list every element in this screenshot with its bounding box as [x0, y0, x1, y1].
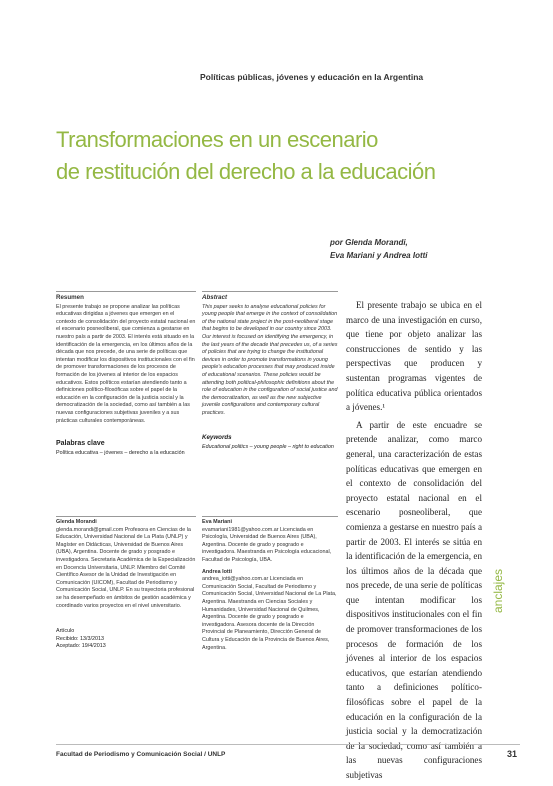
running-header: Políticas públicas, jóvenes y educación en la Argentina [200, 72, 424, 82]
divider [56, 516, 196, 517]
dates-label: Artículo [56, 628, 75, 634]
bio-name: Eva Mariani [202, 519, 232, 525]
title-line-2: de restitución del derecho a la educación [56, 159, 436, 184]
keywords-en-text: Educational politics – young people – right to education [202, 443, 334, 450]
keywords-en-block [202, 434, 338, 451]
authors-line-1: por Glenda Morandi, [330, 238, 408, 247]
bio-name: Andrea Iotti [202, 568, 232, 575]
article-title [56, 124, 516, 188]
page-number: 31 [507, 749, 518, 759]
abstract-block [202, 294, 338, 418]
bio-text: glenda.morandi@gmail.com Profesora en Ciencias de la Educación, Universidad Nacional de La Plata (UNLP) y Magíster en Didácticas, Universidad de Buenos Aires (UBA), Argentina. Docente de grado y posgrado e investigadora. Secretaria Académica de la Especialización en Docencia Universitaria, UNLP. Miembro del Comité Científico Asesor de la Unidad de Investigación en Comunicación (UICOM), Facultad de Periodismo y Comunicación Social, UNLP. En su trayectoria profesional se ha desempeñado en ámbitos de gestión académica y coordinado varios proyectos en el nivel universitario. [56, 526, 196, 609]
journal-side-tab [491, 560, 520, 630]
bio-mariani-iotti [202, 519, 338, 652]
resumen-heading: Resumen [56, 294, 84, 301]
bio-text: evamariani1981@yahoo.com.ar Licenciada en Psicología, Universidad de Buenos Aires (UBA), Argentina. Docente de grado y posgrado e investigadora. Maestranda en Psicología educacional, Facultad de Psicología, UBA. [202, 526, 332, 563]
footer-institution: Facultad de Periodismo y Comunicación Social / UNLP [56, 751, 226, 758]
keywords-es-text: Política educativa – jóvenes – derecho a la educación [56, 449, 185, 456]
footer-rule [56, 744, 520, 745]
divider [202, 516, 338, 517]
main-body-text [346, 298, 482, 786]
body-paragraph: A partir de este encuadre se pretende analizar, como marco general, una caracterización de estas políticas educativas que emergen en el contexto de consolidación del proyecto estatal nacional en el escenario posneoliberal, que comienza a gestarse en nuestro país a partir de 2003. El interés se sitúa en la identificación de la emergencia, en los últimos años de la década que nos precede, de una serie de políticas que intentan modificar los dispositivos institucionales con el fin de promover transformaciones de los procesos de formación de los jóvenes al interior de los espacios educativos, que estarían atendiendo tanto a definiciones político-filosóficas sobre el papel de la educación en la configuración de la justicia social y la democratización de la sociedad, como así también a las nuevas configuraciones subjetivas [346, 419, 482, 780]
keywords-es-block [56, 440, 196, 457]
body-paragraph: El presente trabajo se ubica en el marco de una investigación en curso, que tiene por objeto analizar las construcciones de sentido y las perspectivas que producen y sustentan programas vigentes de política educativa pública orientados a jóvenes.¹ [346, 300, 482, 413]
divider [202, 291, 338, 292]
keywords-en-heading: Keywords [202, 434, 232, 441]
bio-name: Glenda Morandi [56, 519, 97, 525]
date-received: Recibido: 13/3/2013 [56, 635, 104, 642]
bio-morandi [56, 519, 196, 610]
abstract-heading: Abstract [202, 294, 228, 301]
resumen-text: El presente trabajo se propone analizar las políticas educativas dirigidas a jóvenes que emergen en el contexto de consolidación del proyecto estatal nacional en el escenario posneoliberal, que comienza a gestarse en nuestro país a partir de 2003. El interés está situado en la identificación de la emergencia, en los últimos años de la década que nos precede, de una serie de políticas que intentan modificar los dispositivos institucionales con el fin de promover transformaciones de los procesos de formación de los jóvenes al interior de los espacios educativos. Estos políticos estarían atendiendo tanto a definiciones político-filosóficas sobre el papel de la educación en la configuración de la justicia social y la democratización de la sociedad, como así también a las nuevas configuraciones subjetivas juveniles y a sus prácticas culturales contemporáneas. [56, 303, 196, 424]
divider [56, 291, 196, 292]
article-dates [56, 628, 196, 651]
abstract-text: This paper seeks to analyse educational policies for young people that emerge in the context of consolidation of the national state project in the post-neoliberal stage that begins to be developed in our country since 2003. Our interest is focused on identifying the emergency, in the last years of the decade that precedes us, of a series of policies that are trying to change the institutional devices in order to promote transformations in young people's education processes that may produced inside of educational scenarios. These policies would be attending both political-philosophic definitions about the role of education in the configuration of social justice and the democratization, as well as the new subjective juvenile configurations and contemporary cultural practices. [202, 303, 338, 416]
resumen-block [56, 294, 196, 425]
authors [330, 236, 520, 262]
date-accepted: Aceptado: 19/4/2013 [56, 643, 106, 650]
bio-text: andrea_iotti@yahoo.com.ar Licenciada en Comunicación Social, Facultad de Periodismo y Comunicación Social, Universidad Nacional de La Plata, Argentina. Maestranda en Ciencias Sociales y Humanidades, Universidad Nacional de Quilmes, Argentina. Docente de grado y posgrado e investigadora. Asesora docente de la Dirección Provincial de Planeamiento, Dirección General de Cultura y Educación de la Provincia de Buenos Aires, Argentina. [202, 576, 337, 651]
title-line-1: Transformaciones en un escenario [56, 127, 378, 152]
keywords-es-heading: Palabras clave [56, 440, 105, 447]
journal-name: anclajes [491, 568, 506, 614]
authors-line-2: Eva Mariani y Andrea Iotti [330, 251, 428, 260]
